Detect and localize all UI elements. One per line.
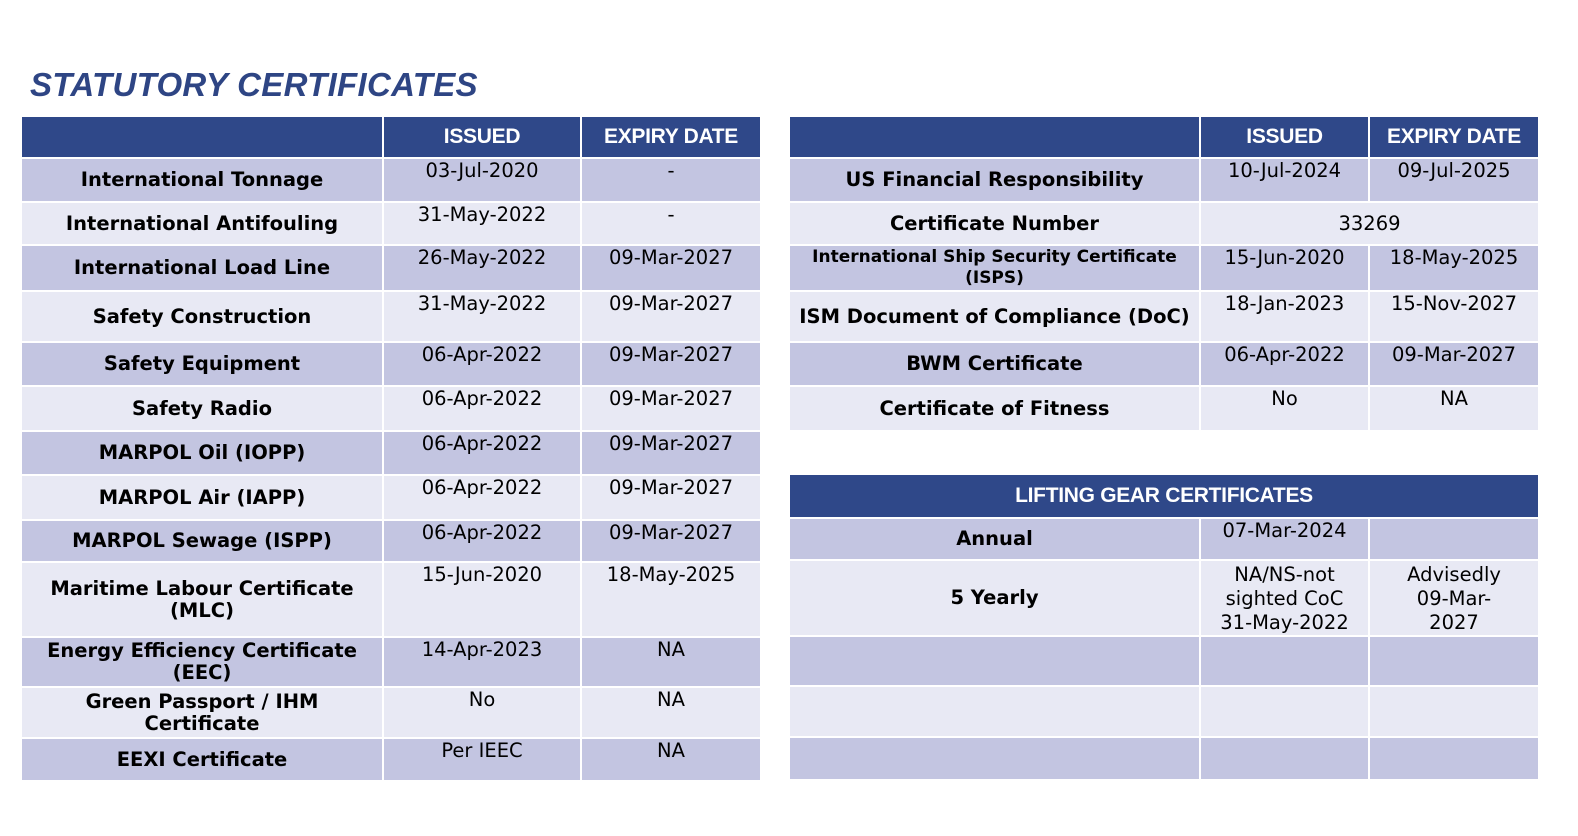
issued-date: 06-Apr-2022 bbox=[383, 342, 581, 386]
issued-date: 15-Jun-2020 bbox=[1200, 245, 1369, 291]
cert-name: Safety Radio bbox=[21, 386, 383, 431]
table-row bbox=[21, 386, 761, 431]
expiry-date: NA bbox=[1369, 386, 1539, 431]
cert-name: Safety Construction bbox=[21, 291, 383, 342]
expiry-date bbox=[1369, 518, 1539, 560]
issued-date: 18-Jan-2023 bbox=[1200, 291, 1369, 342]
expiry-note: Advisedly 09-Mar-2027 bbox=[1369, 560, 1539, 636]
empty-cell bbox=[1200, 737, 1369, 780]
empty-cell bbox=[1200, 686, 1369, 737]
expiry-date: 09-Mar-2027 bbox=[581, 245, 761, 291]
table-row bbox=[21, 738, 761, 781]
other-certificates-table bbox=[788, 115, 1540, 432]
cert-name: 5 Yearly bbox=[789, 560, 1200, 636]
expiry-date: 09-Mar-2027 bbox=[1369, 342, 1539, 386]
table-row bbox=[789, 342, 1539, 386]
cert-name: MARPOL Sewage (ISPP) bbox=[21, 520, 383, 562]
issued-date: 06-Apr-2022 bbox=[383, 386, 581, 431]
issued-date: 31-May-2022 bbox=[383, 291, 581, 342]
empty-cell bbox=[1369, 686, 1539, 737]
table-row bbox=[789, 560, 1539, 636]
table-row bbox=[21, 291, 761, 342]
table-row bbox=[21, 562, 761, 637]
cert-name: Green Passport / IHM Certificate bbox=[21, 687, 383, 738]
issued-date: 06-Apr-2022 bbox=[383, 520, 581, 562]
cert-name: Certificate Number bbox=[789, 202, 1200, 245]
cert-name: Maritime Labour Certificate (MLC) bbox=[21, 562, 383, 637]
table-row bbox=[789, 245, 1539, 291]
lifting-gear-title: LIFTING GEAR CERTIFICATES bbox=[789, 474, 1539, 518]
expiry-date: 18-May-2025 bbox=[1369, 245, 1539, 291]
issued-date: 06-Apr-2022 bbox=[383, 475, 581, 520]
header-expiry: EXPIRY DATE bbox=[1369, 116, 1539, 158]
table-row bbox=[21, 245, 761, 291]
issued-date: 06-Apr-2022 bbox=[383, 431, 581, 475]
lifting-gear-table bbox=[788, 473, 1540, 781]
cert-name: International Ship Security Certificate (ISPS) bbox=[789, 245, 1200, 291]
expiry-date: 09-Mar-2027 bbox=[581, 342, 761, 386]
cert-name: ISM Document of Compliance (DoC) bbox=[789, 291, 1200, 342]
table-row bbox=[789, 386, 1539, 431]
cert-name: Energy Efficiency Certificate (EEC) bbox=[21, 637, 383, 687]
cert-name: US Financial Responsibility bbox=[789, 158, 1200, 202]
table-row bbox=[21, 342, 761, 386]
empty-cell bbox=[789, 636, 1200, 686]
issued-date: 31-May-2022 bbox=[383, 202, 581, 245]
certificate-number-value: 33269 bbox=[1200, 202, 1539, 245]
empty-cell bbox=[789, 686, 1200, 737]
cert-name: International Antifouling bbox=[21, 202, 383, 245]
expiry-date: - bbox=[581, 202, 761, 245]
cert-name: Annual bbox=[789, 518, 1200, 560]
expiry-date: 09-Mar-2027 bbox=[581, 386, 761, 431]
table-row bbox=[789, 737, 1539, 780]
issued-date: 03-Jul-2020 bbox=[383, 158, 581, 202]
expiry-date: 09-Mar-2027 bbox=[581, 431, 761, 475]
table-row bbox=[789, 202, 1539, 245]
page-title: STATUTORY CERTIFICATES bbox=[30, 66, 478, 103]
expiry-date: NA bbox=[581, 637, 761, 687]
empty-cell bbox=[1200, 636, 1369, 686]
expiry-date: 18-May-2025 bbox=[581, 562, 761, 637]
table-row bbox=[789, 518, 1539, 560]
table-row bbox=[21, 431, 761, 475]
table-row bbox=[789, 158, 1539, 202]
issued-date: 26-May-2022 bbox=[383, 245, 581, 291]
issued-date: No bbox=[383, 687, 581, 738]
expiry-date: NA bbox=[581, 687, 761, 738]
expiry-date: 09-Mar-2027 bbox=[581, 291, 761, 342]
table-row bbox=[21, 687, 761, 738]
statutory-certificates-table bbox=[20, 115, 762, 782]
expiry-date: NA bbox=[581, 738, 761, 781]
issued-date: 06-Apr-2022 bbox=[1200, 342, 1369, 386]
issued-date: 10-Jul-2024 bbox=[1200, 158, 1369, 202]
table-row bbox=[789, 636, 1539, 686]
issued-date: 15-Jun-2020 bbox=[383, 562, 581, 637]
empty-cell bbox=[1369, 636, 1539, 686]
cert-name: BWM Certificate bbox=[789, 342, 1200, 386]
table-row bbox=[21, 475, 761, 520]
cert-name: International Tonnage bbox=[21, 158, 383, 202]
cert-name: International Load Line bbox=[21, 245, 383, 291]
header-issued: ISSUED bbox=[1200, 116, 1369, 158]
issued-date: 07-Mar-2024 bbox=[1200, 518, 1369, 560]
expiry-date: 15-Nov-2027 bbox=[1369, 291, 1539, 342]
cert-name: Safety Equipment bbox=[21, 342, 383, 386]
header-expiry: EXPIRY DATE bbox=[581, 116, 761, 158]
expiry-date: 09-Jul-2025 bbox=[1369, 158, 1539, 202]
table-row bbox=[789, 686, 1539, 737]
cert-name: EEXI Certificate bbox=[21, 738, 383, 781]
header-blank bbox=[21, 116, 383, 158]
cert-name: MARPOL Air (IAPP) bbox=[21, 475, 383, 520]
expiry-date: 09-Mar-2027 bbox=[581, 520, 761, 562]
table-row bbox=[21, 158, 761, 202]
table-row bbox=[21, 520, 761, 562]
expiry-date: 09-Mar-2027 bbox=[581, 475, 761, 520]
table-row bbox=[21, 637, 761, 687]
issued-date: Per IEEC bbox=[383, 738, 581, 781]
empty-cell bbox=[789, 737, 1200, 780]
table-row bbox=[789, 291, 1539, 342]
table-row bbox=[21, 202, 761, 245]
header-blank bbox=[789, 116, 1200, 158]
cert-name: MARPOL Oil (IOPP) bbox=[21, 431, 383, 475]
expiry-date: - bbox=[581, 158, 761, 202]
empty-cell bbox=[1369, 737, 1539, 780]
issued-note: NA/NS-not sighted CoC 31-May-2022 bbox=[1200, 560, 1369, 636]
header-issued: ISSUED bbox=[383, 116, 581, 158]
cert-name: Certificate of Fitness bbox=[789, 386, 1200, 431]
issued-date: No bbox=[1200, 386, 1369, 431]
issued-date: 14-Apr-2023 bbox=[383, 637, 581, 687]
